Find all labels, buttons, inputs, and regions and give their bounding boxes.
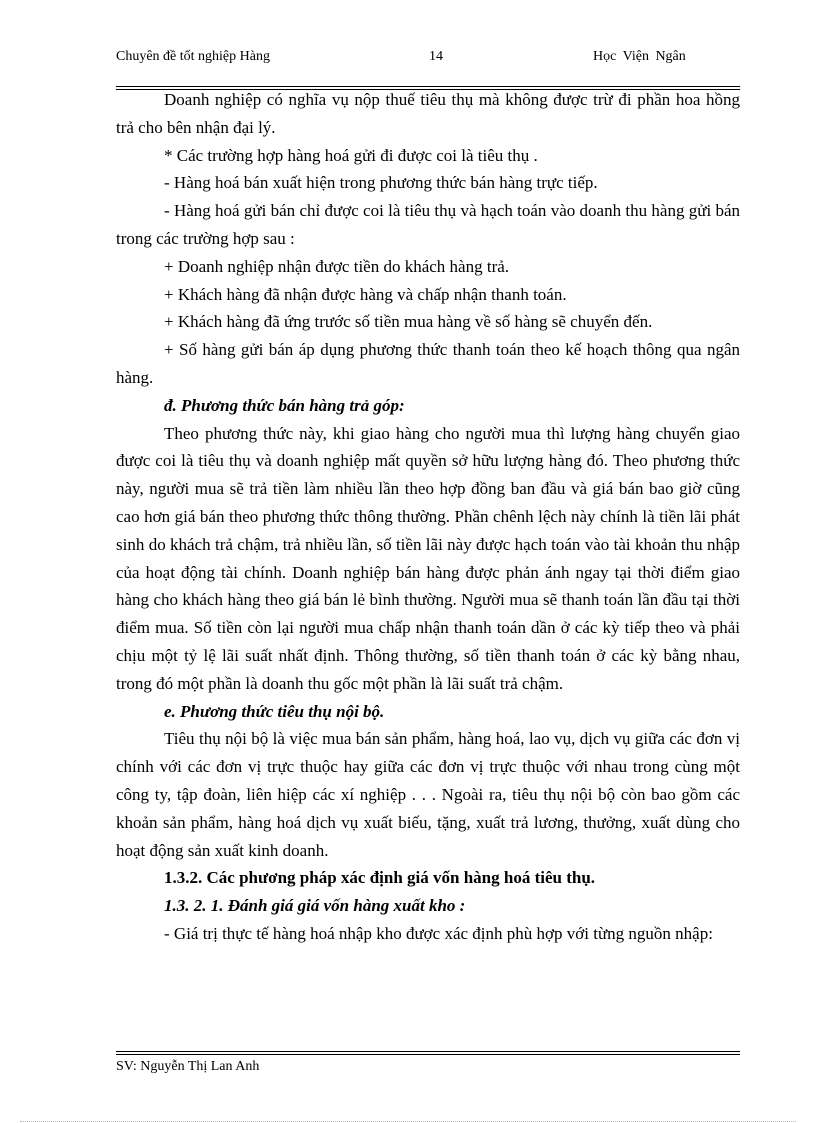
paragraph-direct-sale: - Hàng hoá bán xuất hiện trong phương thức bán hàng trực tiếp. <box>164 173 598 193</box>
page-bottom-dotted-line <box>20 1121 796 1122</box>
paragraph-inbound-value: - Giá trị thực tế hàng hoá nhập kho được xác định phù hợp với từng nguồn nhập: <box>164 923 713 943</box>
list-item-goods-accepted: + Khách hàng đã nhận được hàng và chấp nhận thanh toán. <box>164 284 567 304</box>
footer-student-name: SV: Nguyễn Thị Lan Anh <box>116 1059 260 1074</box>
paragraph-consignment-cases: * Các trường hợp hàng hoá gửi đi được coi là tiêu thụ . <box>164 145 538 165</box>
paragraph-installment-sales: Theo phương thức này, khi giao hàng cho người mua thì lượng hàng chuyển giao được coi là tiêu thụ và doanh nghiệp mất quyền sở hữu lượng hàng đó. Theo phương thức này, người mua sẽ trả tiền làm nhiều lần theo hợp đồng ban đầu và giá bán bao giờ cũng cao hơn giá bán theo phương thức thông thường. Phần chênh lệch này chính là tiền lãi phát sinh do khách trả chậm, trả nhiều lần, số tiền lãi này được hạch toán vào tài khoản thu nhập của hoạt động tài chính. Doanh nghiệp bán hàng được phản ánh ngay tại thời điểm giao hàng cho khách hàng theo giá bán lẻ bình thường. Người mua sẽ thanh toán lần đầu tại thời điểm mua. Số tiền còn lại người mua chấp nhận thanh toán dần ở các kỳ tiếp theo và phải chịu một tỷ lệ lãi suất nhất định. Thông thường, số tiền thanh toán ở các kỳ bằng nhau, trong đó một phần là doanh thu gốc một phần là lãi suất trả chậm. <box>116 423 740 693</box>
header-page-number: 14 <box>429 49 443 64</box>
document-body <box>116 86 740 948</box>
list-item-advance-payment: + Khách hàng đã ứng trước số tiền mua hàng về số hàng sẽ chuyển đến. <box>164 312 653 332</box>
heading-internal-consumption: e. Phương thức tiêu thụ nội bộ. <box>164 701 385 721</box>
paragraph-agent-tax: Doanh nghiệp có nghĩa vụ nộp thuế tiêu thụ mà không được trừ đi phần hoa hồng trả cho bên nhận đại lý. <box>116 90 740 137</box>
page-header <box>116 48 742 88</box>
footer-rule-thick <box>116 1054 740 1055</box>
paragraph-consignment-revenue: - Hàng hoá gửi bán chỉ được coi là tiêu thụ và hạch toán vào doanh thu hàng gửi bán trong các trường hợp sau : <box>116 201 740 248</box>
heading-cost-methods: 1.3.2. Các phương pháp xác định giá vốn hàng hoá tiêu thụ. <box>164 868 596 888</box>
heading-cost-valuation: 1.3. 2. 1. Đánh giá giá vốn hàng xuất kho : <box>164 896 466 916</box>
paragraph-internal-consumption: Tiêu thụ nội bộ là việc mua bán sản phẩm, hàng hoá, lao vụ, dịch vụ giữa các đơn vị chính với các đơn vị trực thuộc hay giữa các đơn vị trực thuộc với nhau trong cùng một công ty, tập đoàn, liên hiệp các xí nghiệp . . . Ngoài ra, tiêu thụ nội bộ còn bao gồm các khoản sản phẩm, hàng hoá dịch vụ xuất biếu, tặng, xuất trả lương, thưởng, xuất dùng cho hoạt động sản xuất kinh doanh. <box>116 729 740 860</box>
heading-installment-sales: đ. Phương thức bán hàng trả góp: <box>164 395 405 415</box>
list-item-bank-plan: + Số hàng gửi bán áp dụng phương thức thanh toán theo kế hoạch thông qua ngân hàng. <box>116 340 740 387</box>
header-document-title: Chuyên đề tốt nghiệp Hàng <box>116 49 270 64</box>
header-institution: Học Viện Ngân <box>593 49 686 64</box>
list-item-payment-received: + Doanh nghiệp nhận được tiền do khách hàng trả. <box>164 256 510 276</box>
footer-rule-thin <box>116 1051 740 1052</box>
